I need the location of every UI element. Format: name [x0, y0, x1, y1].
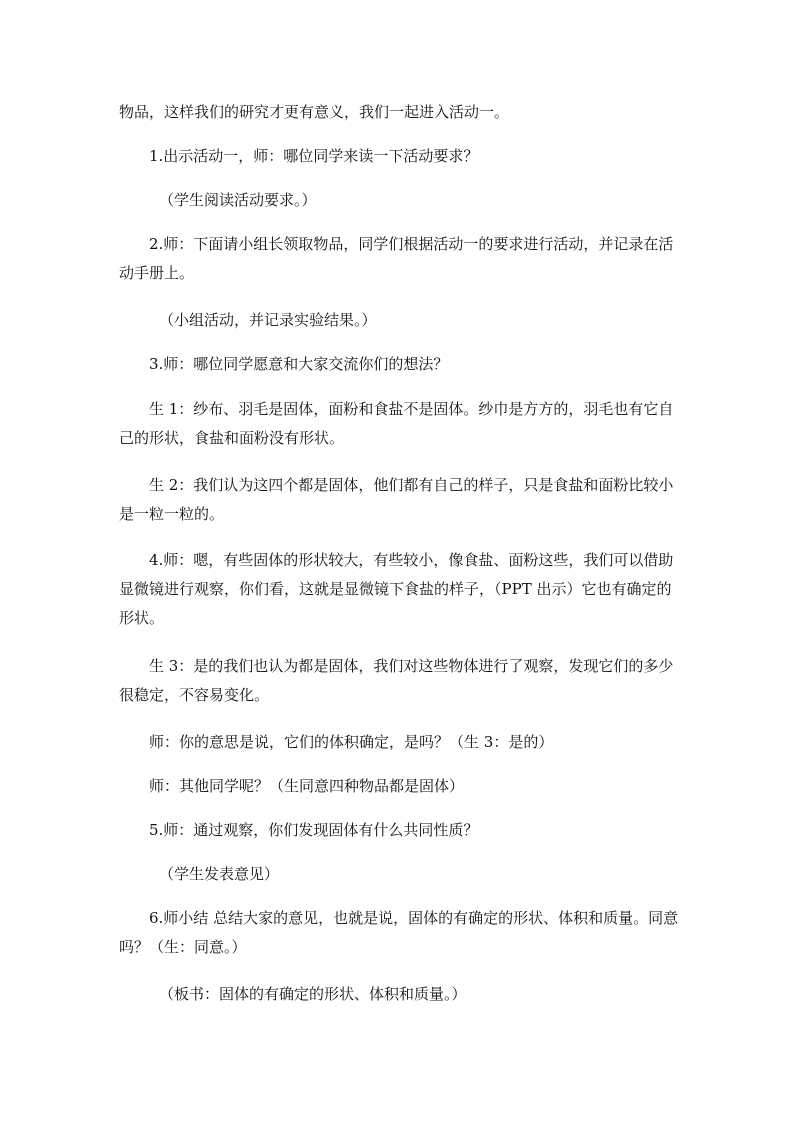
paragraph-student-3: 生 3：是的我们也认为都是固体，我们对这些物体进行了观察，发现它们的多少很稳定，不容易变化。 [119, 657, 674, 704]
paragraph-note-read: （学生阅读活动要求。） [159, 191, 317, 209]
paragraph-note-opinion: （学生发表意见） [159, 865, 280, 883]
paragraph-step-2: 2.师：下面请小组长领取物品，同学们根据活动一的要求进行活动，并记录在活动手册上。 [119, 235, 674, 282]
paragraph-student-1: 生 1：纱布、羽毛是固体，面粉和食盐不是固体。纱巾是方方的，羽毛也有它自己的形状，食盐和面粉没有形状。 [119, 400, 674, 447]
paragraph-teacher-others: 师：其他同学呢？（生同意四种物品都是固体） [149, 777, 465, 795]
paragraph-step-5: 5.师：通过观察，你们发现固体有什么共同性质？ [149, 821, 479, 839]
paragraph-teacher-volume: 师：你的意思是说，它们的体积确定，是吗？（生 3：是的） [149, 733, 554, 751]
paragraph-step-3: 3.师：哪位同学愿意和大家交流你们的想法？ [149, 355, 449, 373]
paragraph-student-2: 生 2：我们认为这四个都是固体，他们都有自己的样子，只是食盐和面粉比较小是一粒一粒的。 [119, 476, 674, 523]
paragraph-board-note: （板书：固体的有确定的形状、体积和质量。） [159, 985, 467, 1003]
paragraph-step-1: 1.出示活动一，师：哪位同学来读一下活动要求？ [149, 147, 479, 165]
paragraph-step-4: 4.师：嗯，有些固体的形状较大，有些较小，像食盐、面粉这些，我们可以借助显微镜进行观察，你们看，这就是显微镜下食盐的样子，（PPT 出示）它也有确定的形状。 [119, 551, 674, 627]
paragraph-intro: 物品，这样我们的研究才更有意义，我们一起进入活动一。 [119, 103, 510, 121]
paragraph-step-6: 6.师小结 总结大家的意见，也就是说，固体的有确定的形状、体积和质量。同意吗？（生：同意。） [119, 909, 679, 956]
paragraph-note-group: （小组活动，并记录实验结果。） [159, 311, 377, 329]
